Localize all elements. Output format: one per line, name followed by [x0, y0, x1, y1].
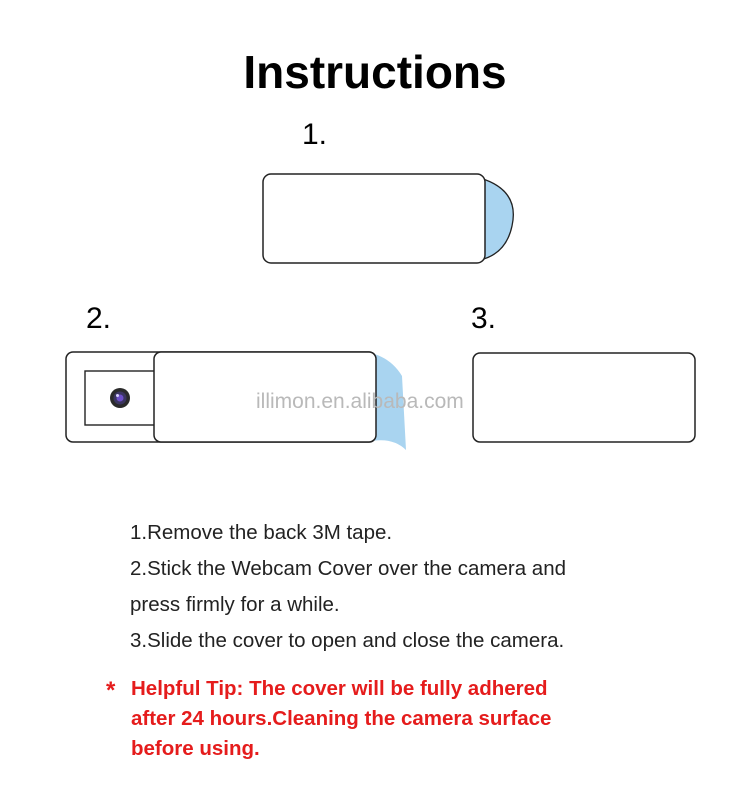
instruction-line: 3.Slide the cover to open and close the camera.: [130, 629, 565, 652]
watermark: illimon.en.alibaba.com: [256, 390, 464, 413]
instruction-list: [130, 515, 690, 659]
asterisk-icon: *: [106, 677, 116, 704]
page-title: Instructions: [243, 46, 507, 98]
webcam-cover: [263, 174, 485, 263]
tip-text: after 24 hours.Cleaning the camera surface: [131, 707, 552, 730]
instruction-line: 1.Remove the back 3M tape.: [130, 521, 393, 544]
step-3-number: 3.: [471, 302, 497, 335]
step-1-illustration: [258, 168, 518, 268]
tip-label: Helpful Tip: [131, 677, 237, 700]
camera-lens-icon: [110, 388, 130, 408]
step-1-number: 1.: [302, 118, 328, 151]
tip-colon: :: [236, 677, 244, 700]
webcam-cover: [473, 353, 695, 442]
tip-text: before using.: [131, 737, 260, 760]
step-3-illustration: [468, 348, 702, 448]
instruction-line: 2.Stick the Webcam Cover over the camera and: [130, 557, 567, 580]
step-2-number: 2.: [86, 302, 112, 335]
instruction-line: press firmly for a while.: [130, 593, 340, 616]
tip-text: The cover will be fully adhered: [243, 677, 548, 700]
